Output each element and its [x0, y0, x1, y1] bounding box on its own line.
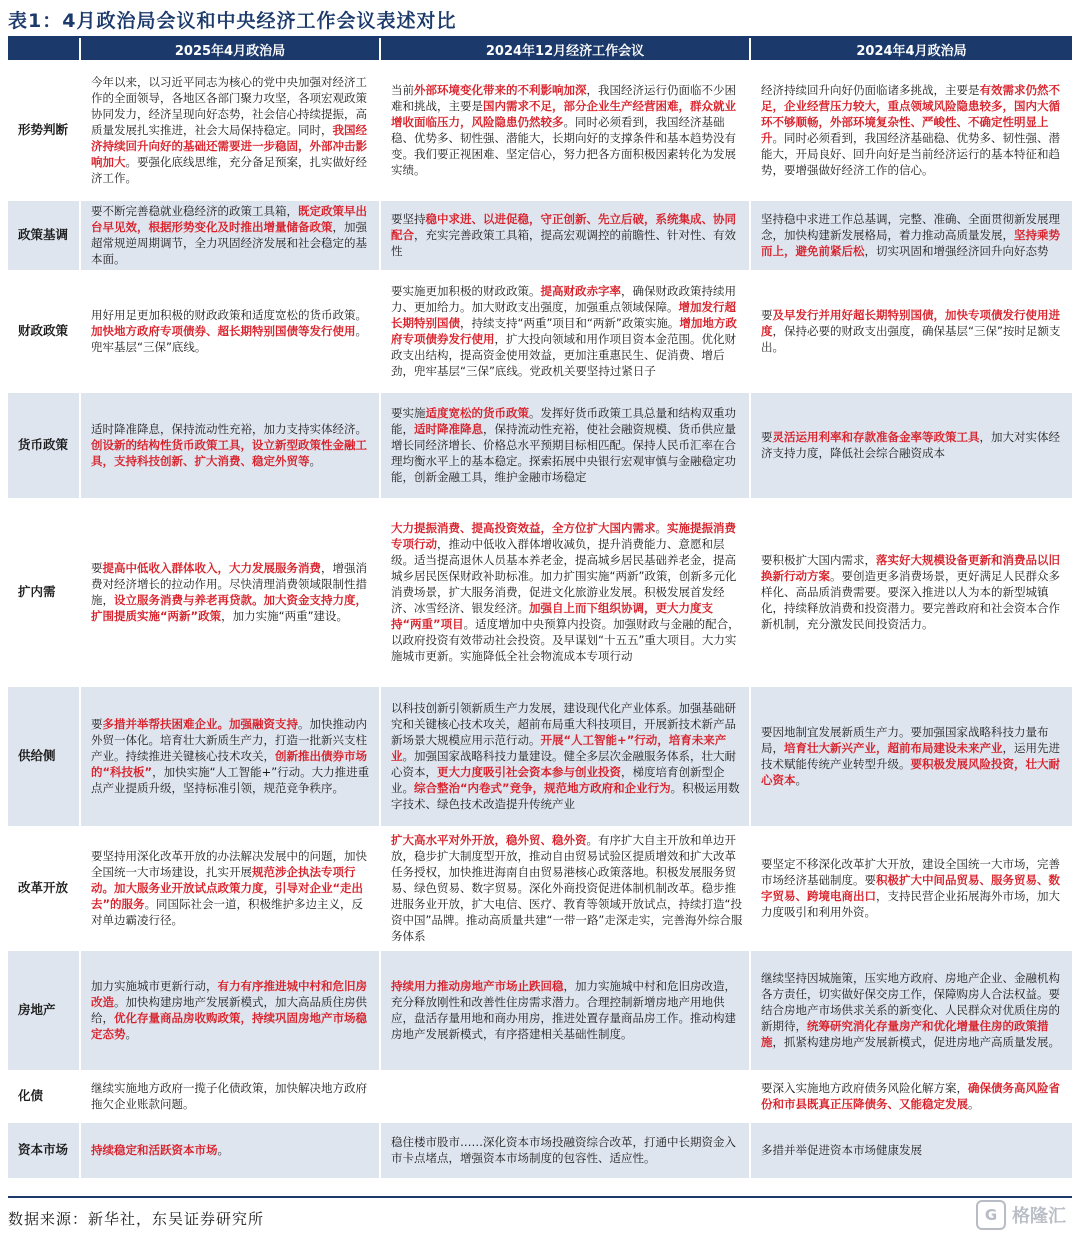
table-cell — [380, 826, 750, 950]
cell-text: 。积极运用数字技术、绿色技术改造提升传统产业 — [391, 781, 740, 811]
cell-text: 。加快构建房地产发展新模式，加大高品质住房供给， — [91, 995, 367, 1025]
cell-text: 。同国际社会一道，积极维护多边主义，反对单边霸凌行径。 — [91, 897, 364, 927]
cell-text: ，支持民营企业拓展海外市场，加大力度吸引和利用外资。 — [761, 889, 1060, 919]
cell-text: 经济持续回升向好仍面临诸多挑战，主要是 — [761, 82, 980, 97]
table-cell — [750, 826, 1072, 950]
watermark — [976, 1200, 1066, 1230]
row-label: 政策基调 — [8, 200, 80, 270]
cell-text: 。加强国家战略科技力量建设。健全多层次金融服务体系，壮大耐心资本， — [391, 749, 736, 779]
highlight-text: 有效需求仍然不足，企业经营压力较大，重点领域风险隐患较多，国内大循环不够顺畅，外部环境复杂性、严峻性、不确定性明显上升 — [761, 82, 1060, 145]
cell-text: ，推动中低收入群体增收减负，提升消费能力、意愿和层级。适当提高退休人员基本养老金，提高城乡居民基础养老金，提高城乡居民医保财政补助标准。加力扩围实施“两新”政策，创新多元化消费场景，扩大服务消费，促进文化旅游业发展。积极发展首发经济、冰雪经济、银发经济。 — [391, 537, 737, 615]
watermark-text: 格隆汇 — [1012, 1206, 1066, 1227]
table-row — [8, 200, 1072, 270]
cell-text: ，充实完善政策工具箱，提高宏观调控的前瞻性、针对性、有效性 — [391, 228, 736, 258]
cell-text: 。同时必须看到，我国经济基础稳、优势多、韧性强、潜能大，长期向好的支撑条件和基本趋势没有变。我们要正视困难、坚定信心，努力把各方面积极因素转化为发展实绩。 — [391, 114, 736, 177]
watermark-logo-icon: G — [976, 1200, 1006, 1230]
table-row — [8, 1122, 1072, 1178]
source-note: 数据来源：新华社，东吴证券研究所 — [8, 1210, 265, 1228]
table-cell — [750, 686, 1072, 826]
cell-text: 要因地制宜发展新质生产力。要加强国家战略科技力量布局， — [761, 725, 1049, 755]
cell-text: 。发挥好货币政策工具总量和结构双重功能， — [391, 406, 736, 436]
highlight-text: 开展“人工智能+”行动，培育未来产业 — [391, 733, 727, 763]
highlight-text: 要积极发展风险投资，壮大耐心资本 — [761, 757, 1060, 787]
highlight-text: 扩大高水平对外开放，稳外贸、稳外资 — [391, 833, 587, 847]
highlight-text: 综合整治“内卷式”竞争，规范地方政府和企业行为 — [414, 781, 671, 795]
cell-text: 。 — [795, 773, 807, 787]
table-header-row — [8, 38, 1072, 60]
cell-text: 当前 — [391, 82, 414, 97]
cell-text: 要 — [761, 430, 773, 444]
row-label: 化债 — [8, 1070, 80, 1122]
cell-text: 要实施 — [391, 406, 426, 420]
row-label: 财政政策 — [8, 270, 80, 392]
table-cell — [750, 498, 1072, 686]
cell-text: ，确保财政政策持续用力、更加给力。加大财政支出强度，加强重点领域保障。 — [391, 284, 736, 314]
cell-text: ，保持流动性充裕，使社会融资规模、货币供应量增长同经济增长、价格总水平预期目标相匹配。保持人民币汇率在合理均衡水平上的基本稳定。探索拓展中央银行宏观审慎与金融稳定功能，创新金融工具，维护金融市场稳定 — [391, 422, 736, 484]
cell-text: 用好用足更加积极的财政政策和适度宽松的货币政策。 — [91, 308, 367, 322]
cell-text: 要 — [91, 717, 103, 731]
cell-text: 要不断完善稳就业稳经济的政策工具箱， — [91, 204, 298, 218]
cell-text: ，运用先进技术赋能传统产业转型升级。 — [761, 741, 1060, 771]
highlight-text: 有力有序推进城中村和危旧房改造 — [91, 979, 367, 1009]
cell-text: ，持续支持“两重”项目和“两新”政策实施。 — [460, 316, 680, 330]
row-label: 供给侧 — [8, 686, 80, 826]
cell-text: ，保持必要的财政支出强度，确保基层“三保”按时足额支出。 — [761, 324, 1061, 354]
table-cell — [750, 270, 1072, 392]
table-cell — [750, 392, 1072, 498]
table-cell — [80, 686, 380, 826]
table-body — [8, 60, 1072, 1178]
cell-text: 加力实施城市更新行动， — [91, 979, 218, 993]
table-cell — [80, 270, 380, 392]
highlight-text: 提高中低收入群体收入，大力发展服务消费 — [102, 561, 321, 575]
cell-text: ，增强消费对经济增长的拉动作用。尽快清理消费领域限制性措施， — [91, 561, 367, 607]
header-2024-04: 2024年4月政治局 — [750, 38, 1072, 60]
table-row — [8, 270, 1072, 392]
header-2024-12: 2024年12月经济工作会议 — [380, 38, 750, 60]
cell-text: 要 — [91, 561, 103, 575]
table-cell — [380, 200, 750, 270]
cell-text: ，切实巩固和增强经济回升向好态势 — [864, 244, 1049, 258]
cell-text: 。 — [655, 521, 667, 535]
table-cell — [750, 1122, 1072, 1178]
cell-text: 稳住楼市股市……深化资本市场投融资综合改革，打通中长期资金入市卡点堵点，增强资本市场制度的包容性、适应性。 — [391, 1135, 736, 1165]
highlight-text: 我国经济持续回升向好的基础还需要进一步稳固，外部冲击影响加大 — [91, 122, 367, 169]
cell-text: 。同时必须看到，我国经济基础稳、优势多、韧性强、潜能大，开局良好、回升向好是当前经济运行的基本特征和趋势，要增强做好经济工作的信心。 — [761, 130, 1060, 177]
table-cell — [80, 200, 380, 270]
cell-text: 。 — [968, 1097, 980, 1111]
highlight-text: 增加发行超长期特别国债 — [391, 300, 736, 330]
cell-text: 坚持稳中求进工作总基调，完整、准确、全面贯彻新发展理念，加快构建新发展格局，着力推动高质量发展， — [761, 212, 1060, 242]
highlight-text: 加快地方政府专项债券、超长期特别国债等发行使用 — [91, 324, 356, 338]
row-label: 货币政策 — [8, 392, 80, 498]
cell-text: 。 — [309, 454, 321, 468]
table-cell — [380, 950, 750, 1070]
table-cell — [80, 60, 380, 200]
comparison-table — [8, 38, 1072, 1179]
highlight-text: 外部环境变化带来的不利影响加深 — [414, 82, 587, 97]
highlight-text: 实施提振消费专项行动 — [391, 521, 736, 551]
highlight-text: 大力提振消费、提高投资效益，全方位扩大国内需求 — [391, 521, 656, 535]
table-cell — [380, 498, 750, 686]
highlight-text: 及早发行并用好超长期特别国债，加快专项债发行使用进度 — [761, 308, 1060, 338]
highlight-text: 持续稳定和活跃资本市场 — [91, 1143, 218, 1157]
cell-text: 多措并举促进资本市场健康发展 — [761, 1143, 922, 1157]
cell-text: 要实施更加积极的财政政策。 — [391, 284, 541, 298]
cell-text: ，扩大投向领域和用作项目资本金范围。优化财政支出结构，提高资金使用效益，更加注重惠民生、促消费、增后劲，兜牢基层“三保”底线。党政机关要坚持过紧日子 — [391, 332, 736, 378]
highlight-text: 稳中求进、以进促稳，守正创新、先立后破，系统集成、协同配合 — [391, 212, 736, 242]
cell-text: 要坚定不移深化改革扩大开放，建设全国统一大市场，完善市场经济基础制度。要 — [761, 857, 1060, 887]
table-cell — [80, 1122, 380, 1178]
table-cell — [80, 1070, 380, 1122]
table-cell — [380, 60, 750, 200]
table-cell — [380, 1070, 750, 1122]
highlight-text: 灵活运用利率和存款准备金率等政策工具 — [772, 430, 980, 444]
highlight-text: 落实好大规模设备更新和消费品以旧换新行动方案 — [761, 553, 1060, 583]
highlight-text: 提高财政赤字率 — [540, 284, 621, 298]
highlight-text: 创设新的结构性货币政策工具，设立新型政策性金融工具，支持科技创新、扩大消费、稳定外贸等 — [91, 438, 367, 468]
table-row — [8, 1070, 1072, 1122]
cell-text: ，加力实施“两重”建设。 — [221, 609, 349, 623]
table-cell — [750, 200, 1072, 270]
table-cell — [80, 950, 380, 1070]
highlight-text: 确保债务高风险省份和市县既真正压降债务、又能稳定发展 — [761, 1081, 1060, 1111]
highlight-text: 积极扩大中间品贸易、服务贸易、数字贸易、跨境电商出口 — [761, 873, 1060, 903]
table-cell — [380, 1122, 750, 1178]
cell-text: 。有序扩大自主开放和单边开放，稳步扩大制度型开放，推动自由贸易试验区提质增效和扩大改革任务授权，加快推进海南自由贸易港核心政策落地。积极发展服务贸易、绿色贸易、数字贸易。深化外商投资促进体制机制改革。稳步推进服务业开放，扩大电信、医疗、教育等领域开放试点，持续打造“投资中国”品牌。推动高质量共建“一带一路”走深走实，完善海外综合服务体系 — [391, 833, 743, 943]
cell-text: ，梯度培育创新型企业。 — [391, 765, 725, 795]
cell-text: 要 — [761, 308, 773, 322]
cell-text: 今年以来，以习近平同志为核心的党中央加强对经济工作的全面领导，各地区各部门聚力攻坚，各项宏观政策协同发力，经济呈现向好态势，社会信心持续提振，高质量发展扎实推进，社会大局保持稳定。同时， — [91, 74, 367, 137]
cell-text: 。 — [217, 1143, 229, 1157]
table-cell — [750, 950, 1072, 1070]
cell-text: 要坚持 — [391, 212, 426, 226]
cell-text: ，我国经济运行仍面临不少困难和挑战，主要是 — [391, 82, 736, 113]
highlight-text: 持续用力推动房地产市场止跌回稳 — [391, 979, 564, 993]
table-cell — [380, 270, 750, 392]
highlight-text: 坚持乘势而上，避免前紧后松 — [761, 228, 1060, 258]
header-row-label — [8, 38, 80, 60]
table-row — [8, 950, 1072, 1070]
cell-text: 继续实施地方政府一揽子化债政策，加快解决地方政府拖欠企业账款问题。 — [91, 1081, 367, 1111]
table-row — [8, 60, 1072, 200]
cell-text: 。兜牢基层“三保”底线。 — [91, 324, 367, 354]
table-row — [8, 686, 1072, 826]
row-label: 改革开放 — [8, 826, 80, 950]
cell-text: 。要创造更多消费场景，更好满足人民群众多样化、高品质消费需要。要深入推进以人为本的新型城镇化，持续释放消费和投资潜力。要完善政府和社会资本合作新机制，充分激发民间投资活力。 — [761, 569, 1060, 631]
highlight-text: 适度宽松的货币政策 — [425, 406, 529, 420]
highlight-text: 多措并举帮扶困难企业。加强融资支持 — [102, 717, 298, 731]
cell-text: ，加强超常规逆周期调节，全力巩固经济发展和社会稳定的基本面。 — [91, 220, 367, 266]
row-label: 形势判断 — [8, 60, 80, 200]
cell-text: ，加快实施“人工智能+”行动。大力推进重点产业提质升级，坚持标准引领，规范竞争秩序。 — [91, 765, 370, 795]
cell-text: 要深入实施地方政府债务风险化解方案， — [761, 1081, 968, 1095]
highlight-text: 规范涉企执法专项行动。加大服务业开放试点政策力度，引导对企业“走出去”的服务 — [91, 865, 364, 911]
highlight-text: 增加地方政府专项债券发行使用 — [391, 316, 737, 346]
cell-text: 。加快推动内外贸一体化。培育壮大新质生产力，打造一批新兴支柱产业。持续推进关键核心技术攻关， — [91, 717, 367, 763]
table-row — [8, 498, 1072, 686]
footer-rule — [8, 1196, 1072, 1198]
cell-text: ，加力实施城中村和危旧房改造，充分释放刚性和改善性住房需求潜力。合理控制新增房地产用地供应，盘活存量用地和商办用房，推进处置存量商品房工作。推动构建房地产发展新模式，有序搭建相关基础性制度。 — [391, 979, 736, 1041]
table-cell — [80, 392, 380, 498]
cell-text: 要积极扩大国内需求， — [761, 553, 876, 567]
highlight-text: 更大力度吸引社会资本参与创业投资 — [437, 765, 621, 779]
highlight-text: 加强自上而下组织协调，更大力度支持“两重”项目 — [391, 601, 713, 631]
row-label: 房地产 — [8, 950, 80, 1070]
highlight-text: 创新推出债券市场的“科技板” — [91, 749, 367, 779]
cell-text: 。 — [125, 1027, 137, 1041]
highlight-text: 培育壮大新兴产业，超前布局建设未来产业 — [784, 741, 1003, 755]
highlight-text: 设立服务消费与养老再贷款。加大资金支持力度，扩围提质实施“两新”政策 — [91, 593, 367, 623]
row-label: 扩内需 — [8, 498, 80, 686]
table-cell — [750, 60, 1072, 200]
table-cell — [750, 1070, 1072, 1122]
cell-text: ，加大对实体经济支持力度，降低社会综合融资成本 — [761, 430, 1060, 460]
table-cell — [380, 392, 750, 498]
cell-text: 要坚持用深化改革开放的办法解决发展中的问题，加快全国统一大市场建设，扎实开展 — [91, 849, 367, 879]
table-cell — [80, 826, 380, 950]
header-2025-04: 2025年4月政治局 — [80, 38, 380, 60]
row-label: 资本市场 — [8, 1122, 80, 1178]
table-row — [8, 826, 1072, 950]
cell-text: ，抓紧构建房地产发展新模式，促进房地产高质量发展。 — [772, 1035, 1060, 1049]
cell-text: 以科技创新引领新质生产力发展，建设现代化产业体系。加强基础研究和关键核心技术攻关，超前布局重大科技项目，开展新技术新产品新场景大规模应用示范行动。 — [391, 701, 736, 747]
cell-text: 适时降准降息，保持流动性充裕，加力支持实体经济。 — [91, 422, 367, 436]
highlight-text: 适时降准降息 — [414, 422, 483, 436]
table-cell — [80, 498, 380, 686]
highlight-text: 统筹研究消化存量房产和优化增量住房的政策措施 — [761, 1019, 1049, 1049]
cell-text: 。要强化底线思维，充分备足预案，扎实做好经济工作。 — [91, 154, 367, 185]
highlight-text: 既定政策早出台早见效，根据形势变化及时推出增量储备政策 — [91, 204, 367, 234]
table-cell — [380, 686, 750, 826]
highlight-text: 优化存量商品房收购政策，持续巩固房地产市场稳定态势 — [91, 1011, 367, 1041]
cell-text: 继续坚持因城施策，压实地方政府、房地产企业、金融机构各方责任，切实做好保交房工作，保障购房人合法权益。要结合房地产市场供求关系的新变化、人民群众对优质住房的新期待， — [761, 971, 1060, 1033]
highlight-text: 国内需求不足，部分企业生产经营困难，群众就业增收面临压力，风险隐患仍然较多 — [391, 98, 736, 129]
table-title: 表1：4月政治局会议和中央经济工作会议表述对比 — [8, 10, 457, 32]
table-row — [8, 392, 1072, 498]
cell-text: 。适度增加中央预算内投资。加强财政与金融的配合，以政府投资有效带动社会投资。及早谋划“十五五”重大项目。大力实施城市更新。实施降低全社会物流成本专项行动 — [391, 617, 740, 663]
